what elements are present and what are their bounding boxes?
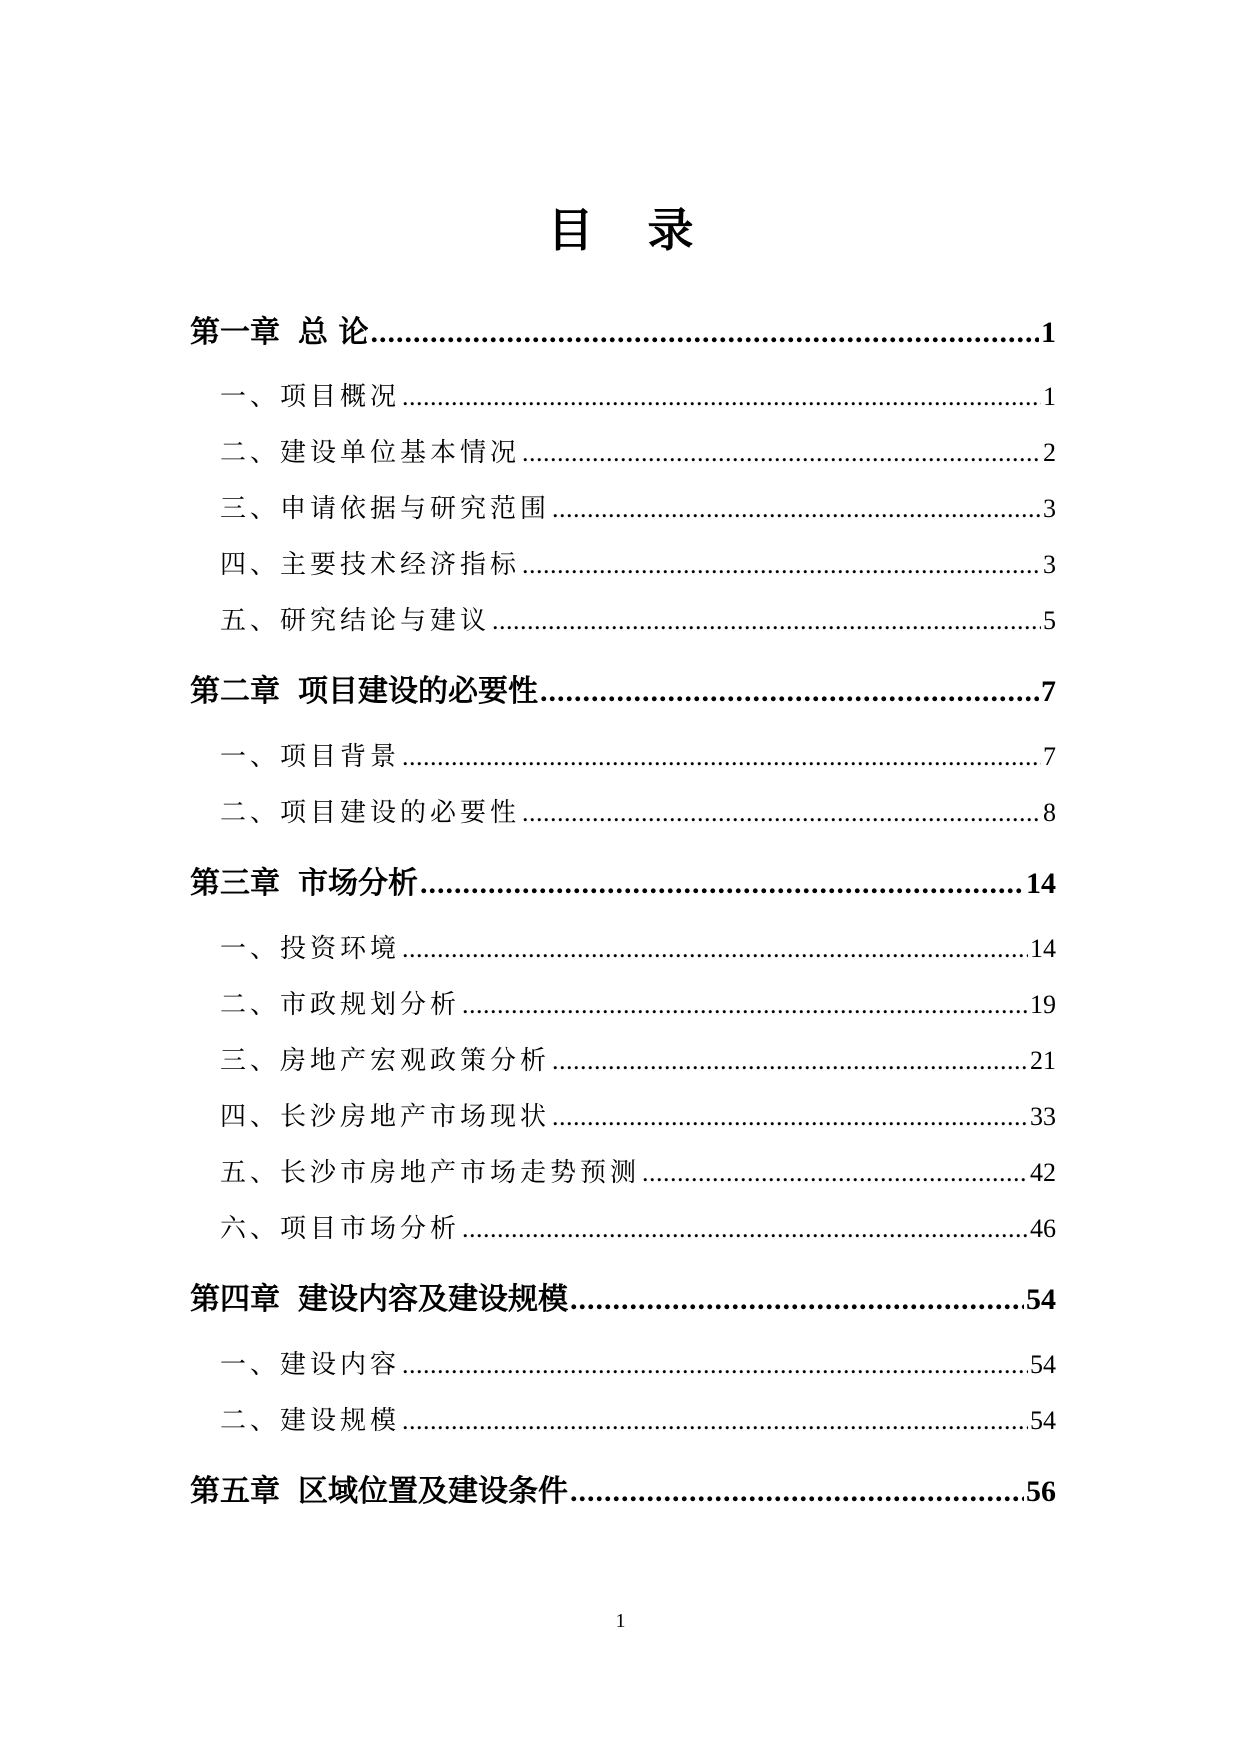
- section-title: 二、建设规模: [220, 1406, 401, 1436]
- page-number: 54: [1030, 1406, 1056, 1435]
- page-number: 33: [1030, 1102, 1056, 1131]
- leader-dots: [402, 1406, 1028, 1436]
- leader-dots: [522, 798, 1041, 828]
- page-number: 21: [1030, 1046, 1056, 1075]
- toc-chapter-4[interactable]: [190, 1274, 1056, 1317]
- toc-chapter-5[interactable]: [190, 1466, 1056, 1509]
- leader-dots: [570, 1283, 1024, 1317]
- page-number: 56: [1026, 1475, 1056, 1508]
- section-title: 四、长沙房地产市场现状: [220, 1102, 551, 1132]
- page-number: 1: [1043, 382, 1056, 411]
- page-number: 7: [1043, 742, 1056, 771]
- section-title: 三、申请依据与研究范围: [220, 494, 551, 524]
- page-number: 42: [1030, 1158, 1056, 1187]
- page-number: 8: [1043, 798, 1056, 827]
- toc-chapter-2[interactable]: [190, 666, 1056, 709]
- leader-dots: [420, 867, 1024, 901]
- toc-section[interactable]: [190, 792, 1056, 826]
- toc-section[interactable]: [190, 488, 1056, 522]
- page-number: 54: [1030, 1350, 1056, 1379]
- toc-section[interactable]: [190, 984, 1056, 1018]
- toc-section[interactable]: [190, 544, 1056, 578]
- section-title: 四、主要技术经济指标: [220, 550, 521, 580]
- toc-section[interactable]: [190, 600, 1056, 634]
- toc-chapter-1[interactable]: [190, 307, 1056, 350]
- leader-dots: [642, 1158, 1028, 1188]
- section-title: 一、投资环境: [220, 934, 401, 964]
- section-title: 五、研究结论与建议: [220, 606, 491, 636]
- section-title: 一、建设内容: [220, 1350, 401, 1380]
- section-title: 五、长沙市房地产市场走势预测: [220, 1158, 641, 1188]
- page-number: 5: [1043, 606, 1056, 635]
- chapter-title: 项目建设的必要性: [298, 674, 538, 709]
- chapter-number: 第三章: [190, 866, 280, 901]
- page-number: 7: [1041, 675, 1056, 708]
- toc-title-char-2: 录: [647, 203, 694, 257]
- page-number: 54: [1026, 1283, 1056, 1316]
- page-number: 14: [1030, 934, 1056, 963]
- page-number: 19: [1030, 990, 1056, 1019]
- toc-section[interactable]: [190, 1040, 1056, 1074]
- chapter-title: 总 论: [298, 315, 369, 350]
- chapter-title: 建设内容及建设规模: [298, 1282, 568, 1317]
- toc-title-char-1: 目: [547, 203, 594, 257]
- toc-chapter-3[interactable]: [190, 858, 1056, 901]
- page-number: 3: [1043, 550, 1056, 579]
- toc-section[interactable]: [190, 1152, 1056, 1186]
- page-footer-number: 1: [615, 1610, 626, 1632]
- page-number: 2: [1043, 438, 1056, 467]
- leader-dots: [522, 550, 1041, 580]
- chapter-number: 第四章: [190, 1282, 280, 1317]
- chapter-title: 市场分析: [298, 866, 418, 901]
- leader-dots: [462, 990, 1028, 1020]
- chapter-number: 第五章: [190, 1474, 280, 1509]
- chapter-number: 第二章: [190, 674, 280, 709]
- toc-section[interactable]: [190, 376, 1056, 410]
- page-number: 1: [1041, 316, 1056, 349]
- toc-section[interactable]: [190, 928, 1056, 962]
- toc-section[interactable]: [190, 1096, 1056, 1130]
- toc-section[interactable]: [190, 736, 1056, 770]
- leader-dots: [570, 1475, 1024, 1509]
- section-title: 六、项目市场分析: [220, 1214, 461, 1244]
- leader-dots: [462, 1214, 1028, 1244]
- page-number: 46: [1030, 1214, 1056, 1243]
- leader-dots: [522, 438, 1041, 468]
- leader-dots: [402, 1350, 1028, 1380]
- toc-section[interactable]: [190, 1208, 1056, 1242]
- leader-dots: [552, 494, 1041, 524]
- toc-section[interactable]: [190, 1344, 1056, 1378]
- leader-dots: [552, 1102, 1028, 1132]
- toc-title: [0, 200, 1241, 260]
- page-number: 3: [1043, 494, 1056, 523]
- section-title: 三、房地产宏观政策分析: [220, 1046, 551, 1076]
- leader-dots: [402, 742, 1041, 772]
- toc-section[interactable]: [190, 432, 1056, 466]
- leader-dots: [370, 316, 1039, 350]
- chapter-title: 区域位置及建设条件: [298, 1474, 568, 1509]
- section-title: 二、建设单位基本情况: [220, 438, 521, 468]
- page-number: 14: [1026, 867, 1056, 900]
- leader-dots: [552, 1046, 1028, 1076]
- section-title: 二、项目建设的必要性: [220, 798, 521, 828]
- chapter-number: 第一章: [190, 315, 280, 350]
- leader-dots: [402, 934, 1028, 964]
- section-title: 一、项目背景: [220, 742, 401, 772]
- section-title: 一、项目概况: [220, 382, 401, 412]
- leader-dots: [492, 606, 1041, 636]
- leader-dots: [402, 382, 1041, 412]
- leader-dots: [540, 675, 1039, 709]
- section-title: 二、市政规划分析: [220, 990, 461, 1020]
- toc-section[interactable]: [190, 1400, 1056, 1434]
